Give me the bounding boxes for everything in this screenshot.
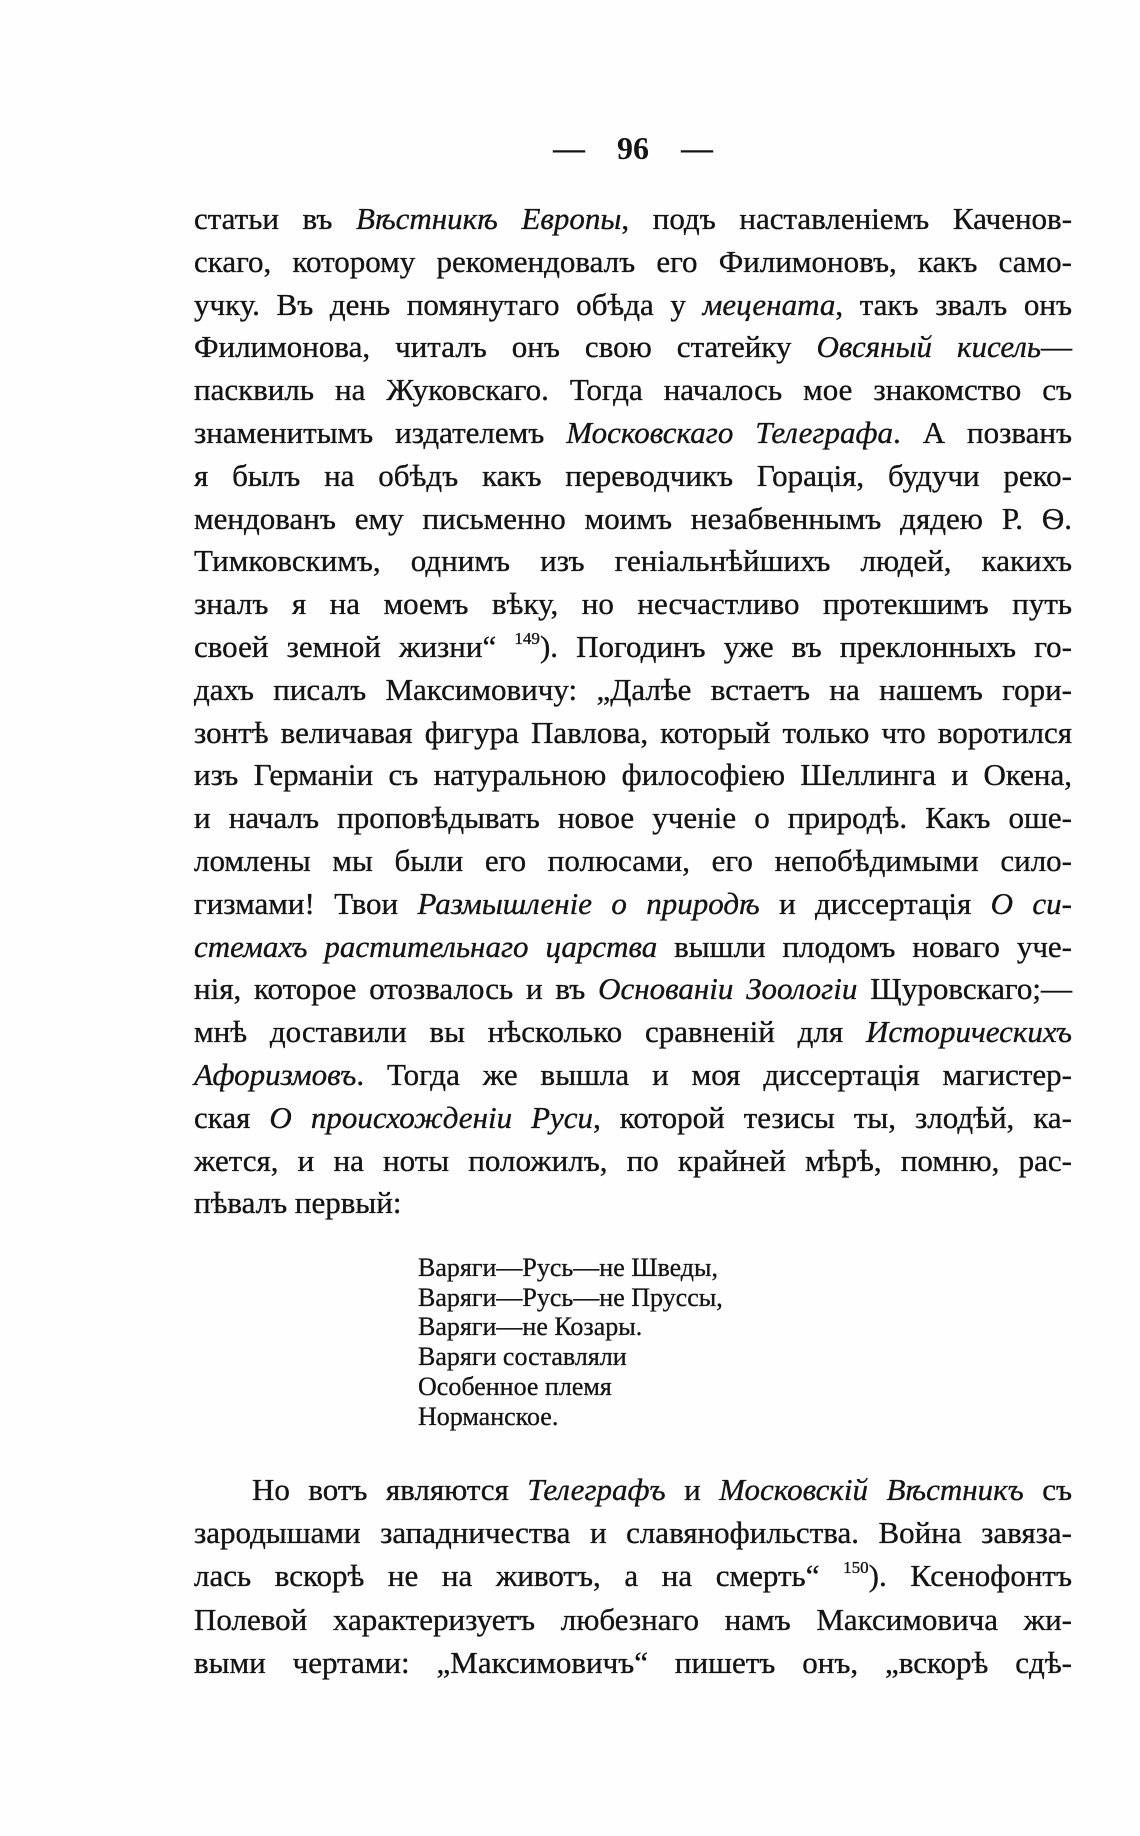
text-run: ). Погодинъ уже въ преклонныхъ го- (539, 628, 1072, 664)
text-line (194, 1511, 1072, 1554)
text-line (194, 840, 1072, 883)
italic-title: мецената (702, 286, 836, 322)
text-run: мендованъ ему письменно моимъ незабвеннымъ дядею Р. Ѳ. (194, 500, 1072, 536)
text-line (194, 498, 1072, 541)
italic-title: О происхожденіи Руси (269, 1099, 594, 1135)
verse-line: Варяги составляли (418, 1342, 627, 1372)
text-line (194, 455, 1072, 498)
text-line (194, 1598, 1072, 1641)
verse-line: Особенное племя (418, 1371, 612, 1401)
text-run: я былъ на обѣдъ какъ переводчикъ Горація, будучи реко- (194, 457, 1072, 493)
text-line (194, 369, 1072, 412)
text-run: знаменитымъ издателемъ (194, 414, 567, 450)
text-run: , которой тезисы ты, злодѣй, ка- (593, 1099, 1072, 1135)
text-run: Полевой характеризуетъ любезнаго намъ Максимовича жи- (194, 1601, 1072, 1637)
verse-line: Норманское. (418, 1401, 559, 1431)
text-run: съ (1023, 1472, 1072, 1507)
text-line (194, 1641, 1072, 1684)
text-line (194, 968, 1072, 1011)
text-run: лась вскорѣ не на животъ, а на смерть“ (194, 1558, 844, 1594)
text-line (194, 1011, 1072, 1054)
verse-quotation (418, 1253, 723, 1431)
text-line (194, 1140, 1072, 1183)
text-line (194, 926, 1072, 969)
text-run: . А позванъ (893, 414, 1072, 450)
text-run: Филимонова, читалъ онъ свою статейку (194, 329, 817, 365)
text-line (194, 883, 1072, 926)
text-run: нія, которое отозвалось и въ (194, 971, 599, 1007)
text-run: своей земной жизни“ (194, 628, 515, 664)
italic-title: Овсяный кисель (816, 329, 1041, 365)
text-line (194, 1468, 1072, 1511)
text-line (194, 583, 1072, 626)
text-run: вышли плодомъ новаго уче- (657, 928, 1072, 964)
page-number: — 96 — (553, 130, 713, 166)
italic-title: Московскій Вѣстникъ (719, 1472, 1024, 1507)
italic-title: стемахъ растительнаго царства (194, 928, 658, 964)
text-line (194, 540, 1072, 583)
italic-title: Основаніи Зоологіи (598, 971, 858, 1007)
paragraph-main (194, 198, 1072, 1225)
text-line (194, 284, 1072, 327)
text-run: изъ Германіи съ натуральною философіею Шеллинга и Окена, (194, 757, 1072, 793)
text-line (194, 626, 1072, 669)
text-line (194, 797, 1072, 840)
text-line (194, 754, 1072, 797)
text-line (194, 1054, 1072, 1097)
text-line (194, 412, 1072, 455)
verse-line: Варяги—Русь—не Пруссы, (418, 1282, 723, 1312)
text-line (194, 326, 1072, 369)
italic-title: Размышленіе о природѣ (417, 885, 760, 921)
text-run: дахъ писалъ Максимовичу: „Далѣе встаетъ на нашемъ гори- (194, 671, 1072, 707)
text-run: и (665, 1472, 720, 1507)
text-run: мнѣ доставили вы нѣсколько сравненій для (194, 1014, 866, 1050)
text-run: — (1041, 329, 1072, 365)
text-line (194, 1554, 1072, 1597)
text-run: Щуровскаго;— (857, 971, 1072, 1007)
text-run: ская (194, 1099, 270, 1135)
text-run: учку. Въ день помянутаго обѣда у (194, 286, 703, 322)
text-run: жется, и на ноты положилъ, по крайней мѣрѣ, помню, рас- (194, 1142, 1072, 1178)
text-run: гизмами! Твои (194, 885, 418, 921)
italic-title: Московскаго Телеграфа (566, 414, 894, 450)
verse-line: Варяги—Русь—не Шведы, (418, 1253, 718, 1282)
italic-title: О си- (990, 885, 1072, 921)
text-line (194, 1182, 1072, 1225)
italic-title: Афоризмовъ (194, 1056, 357, 1092)
text-run: , подъ наставленіемъ Каченов- (621, 201, 1073, 236)
verse-line: Варяги—не Козары. (418, 1312, 643, 1342)
text-run: зонтѣ величавая фигура Павлова, который только что воротился (194, 714, 1072, 750)
text-run: статьи въ (194, 201, 357, 236)
text-run: , такъ звалъ онъ (835, 286, 1072, 322)
text-run: зналъ я на моемъ вѣку, но несчастливо протекшимъ путь (194, 586, 1072, 622)
text-run: ). Ксенофонтъ (868, 1558, 1072, 1594)
text-line (194, 712, 1072, 755)
italic-title: Телеграфъ (527, 1472, 666, 1507)
text-line (194, 198, 1072, 241)
paragraph-continuation (194, 1468, 1072, 1684)
text-run: ломлены мы были его полюсами, его непобѣдимыми сило- (194, 842, 1072, 878)
text-run: и началъ проповѣдывать новое ученіе о природѣ. Какъ оше- (194, 800, 1072, 836)
footnote-reference: 149 (514, 629, 540, 649)
text-run: и диссертація (759, 885, 991, 921)
footnote-reference: 150 (843, 1558, 869, 1578)
text-run: Но вотъ являются (252, 1472, 528, 1507)
text-line (194, 1097, 1072, 1140)
text-run: скаго, которому рекомендовалъ его Филимоновъ, какъ само- (194, 243, 1072, 279)
italic-title: Историческихъ (865, 1014, 1072, 1050)
text-line (194, 241, 1072, 284)
text-run: Тимковскимъ, однимъ изъ геніальнѣйшихъ людей, какихъ (194, 543, 1072, 579)
text-line (194, 669, 1072, 712)
text-run: зародышами западничества и славянофильства. Война завяза- (194, 1515, 1072, 1551)
text-run: . Тогда же вышла и моя диссертація магистер- (356, 1056, 1072, 1092)
italic-title: Вѣстникѣ Европы (356, 201, 622, 236)
text-run: выми чертами: „Максимовичъ“ пишетъ онъ, „вскорѣ сдѣ- (194, 1644, 1072, 1680)
text-run: пасквиль на Жуковскаго. Тогда началось мое знакомство съ (194, 372, 1072, 408)
text-run: пѣвалъ первый: (194, 1185, 402, 1221)
